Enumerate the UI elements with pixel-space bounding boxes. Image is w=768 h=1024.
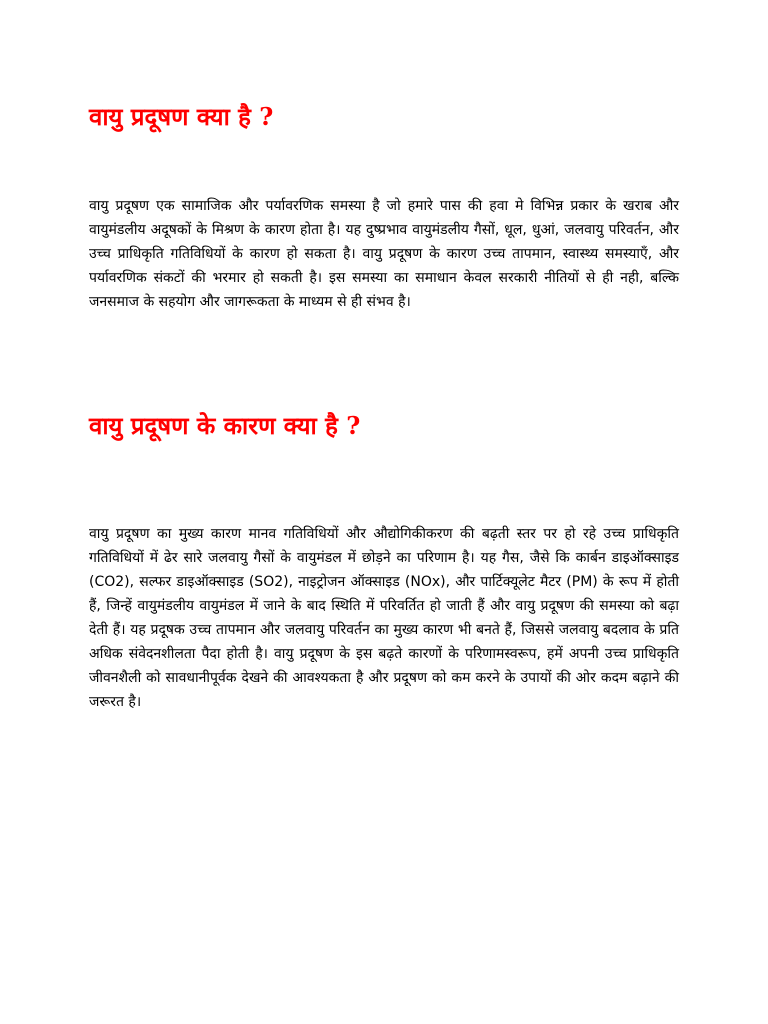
section-heading-what-is-air-pollution: वायु प्रदूषण क्या है ? xyxy=(89,102,274,131)
section-paragraph-causes-of-air-pollution: वायु प्रदूषण का मुख्य कारण मानव गतिविधियों और औद्योगिकीकरण की बढ़ती स्तर पर हो रहे उच्च प्राधिकृति गतिविधियों में ढेर सारे जलवायु गैसों के वायुमंडल में छोड़ने का परिणाम है। यह गैस, जैसे कि कार्बन डाइऑक्साइड (CO2), सल्फर डाइऑक्साइड (SO2), नाइट्रोजन ऑक्साइड (NOx), और पार्टिक्यूलेट मैटर (PM) के रूप में होती हैं, जिन्हें वायुमंडलीय वायुमंडल में जाने के बाद स्थिति में परिवर्तित हो जाती हैं और वायु प्रदूषण की समस्या को बढ़ा देती हैं। यह प्रदूषक उच्च तापमान और जलवायु परिवर्तन का मुख्य कारण भी बनते हैं, जिससे जलवायु बदलाव के प्रति अधिक संवेदनशीलता पैदा होती है। वायु प्रदूषण के इस बढ़ते कारणों के परिणामस्वरूप, हमें अपनी उच्च प्राधिकृति जीवनशैली को सावधानीपूर्वक देखने की आवश्यकता है और प्रदूषण को कम करने के उपायों की ओर कदम बढ़ाने की जरूरत है। xyxy=(89,526,679,710)
section-heading-causes-of-air-pollution: वायु प्रदूषण के कारण क्या है ? xyxy=(89,411,361,440)
section-paragraph-what-is-air-pollution: वायु प्रदूषण एक सामाजिक और पर्यावरणिक समस्या है जो हमारे पास की हवा मे विभिन्न प्रकार के खराब और वायुमंडलीय अदूषकों के मिश्रण के कारण होता है। यह दुष्प्रभाव वायुमंडलीय गैसों, धूल, धुआं, जलवायु परिवर्तन, और उच्च प्राधिकृति गतिविधियों के कारण हो सकता है। वायु प्रदूषण के कारण उच्च तापमान, स्वास्थ्य समस्याएँ, और पर्यावरणिक संकटों की भरमार हो सकती है। इस समस्या का समाधान केवल सरकारी नीतियों से ही नही, बल्कि जनसमाज के सहयोग और जागरूकता के माध्यम से ही संभव है। xyxy=(89,198,679,310)
